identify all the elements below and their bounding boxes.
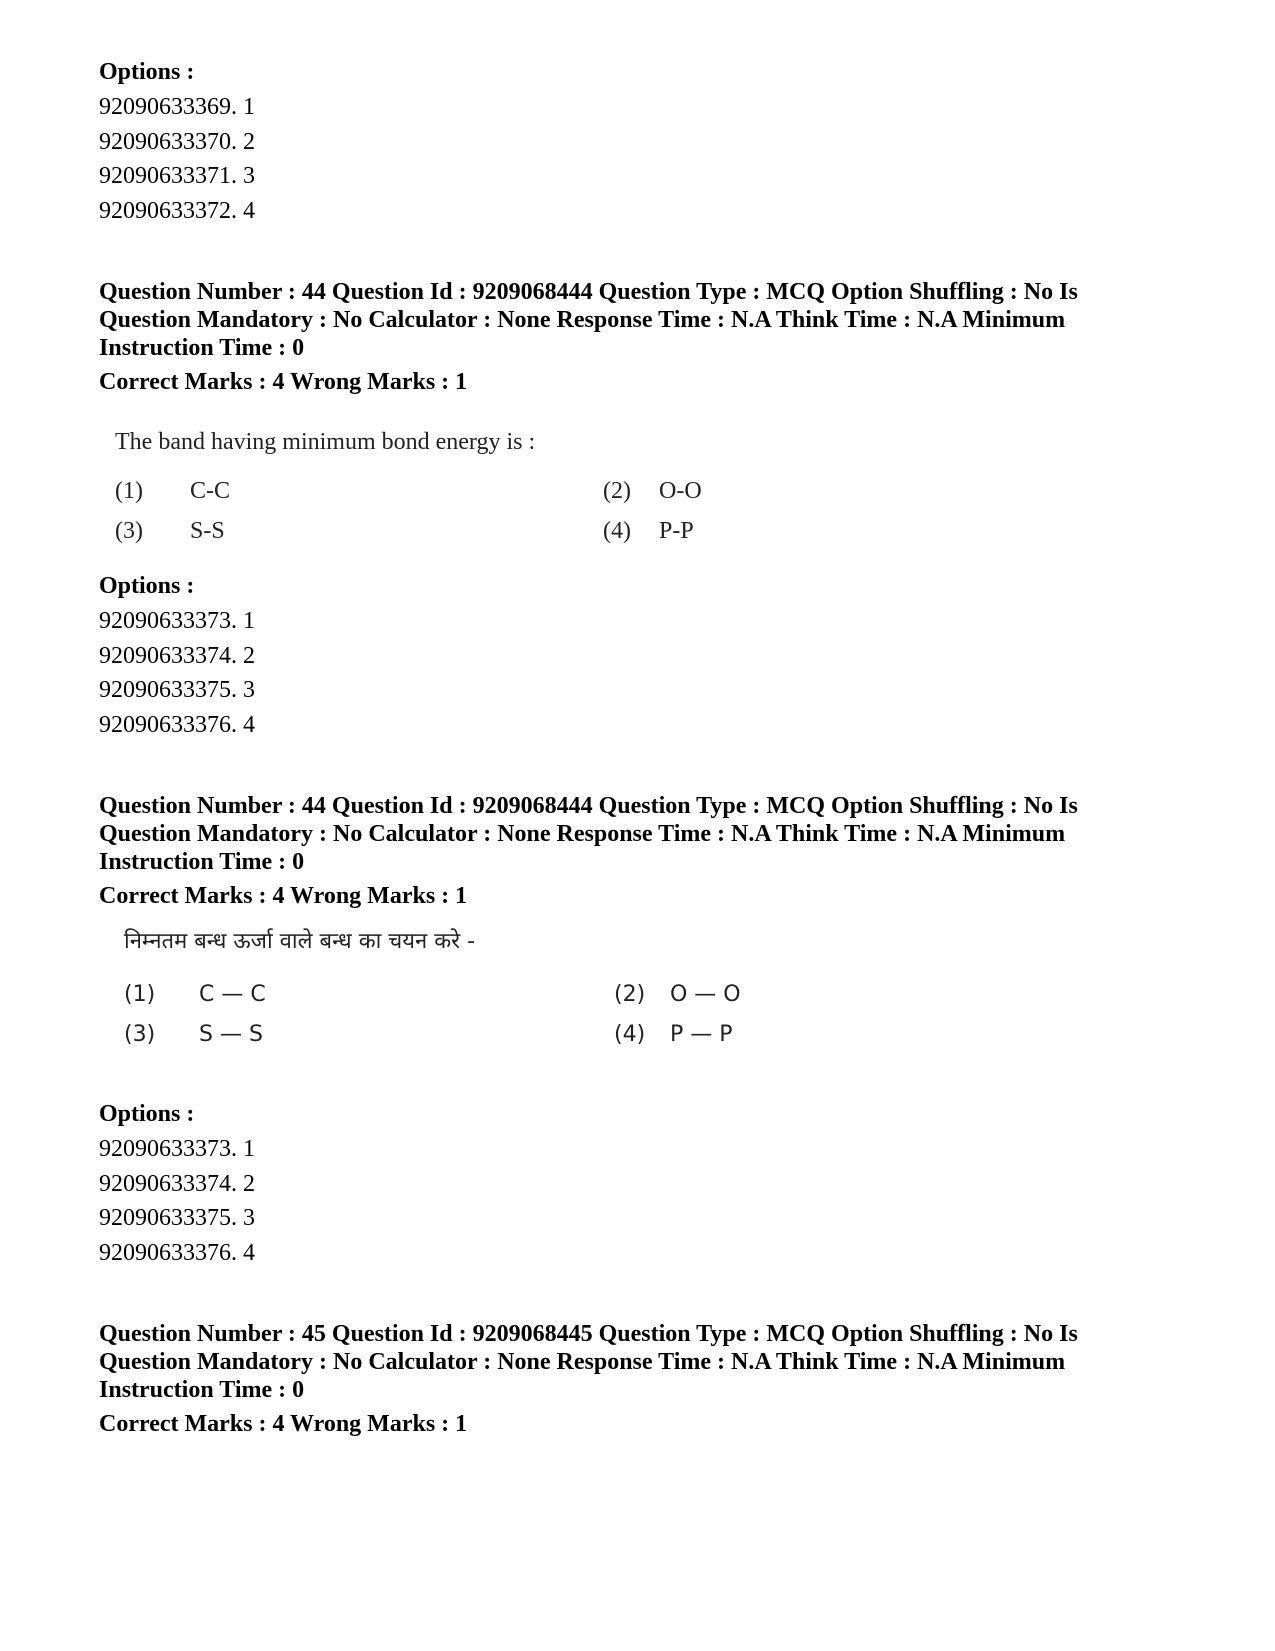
question-44-en-body [115, 428, 815, 568]
question-meta: Question Number : 44 Question Id : 9209068444 Question Type : MCQ Option Shuffling : No Is Question Mandatory : No Calculator : None Response Time : N.A Think Time : N.A Minimum Instruction Time : 0 [99, 793, 1078, 875]
choice-text: C-C [190, 478, 231, 504]
choice-2 [614, 982, 741, 1007]
choice-3 [115, 518, 225, 545]
option-item: 92090633376. 4 [99, 711, 255, 738]
option-item: 92090633371. 3 [99, 163, 255, 189]
question-45-header [99, 1320, 1139, 1438]
question-marks: Correct Marks : 4 Wrong Marks : 1 [99, 883, 468, 909]
choice-grid [124, 982, 824, 1072]
option-item: 92090633375. 3 [99, 1205, 255, 1231]
choice-text: O — O [670, 982, 741, 1007]
option-item: 92090633374. 2 [99, 642, 255, 669]
choice-number: (4) [614, 1022, 646, 1047]
choice-text: P-P [659, 518, 694, 544]
question-44-hi-header [99, 792, 1139, 910]
options-label: Options : [99, 59, 195, 85]
question-stem: निम्नतम बन्ध ऊर्जा वाले बन्ध का चयन करे - [124, 929, 476, 954]
choice-text: C — C [199, 982, 266, 1007]
choice-number: (4) [603, 518, 631, 544]
option-item: 92090633369. 1 [99, 94, 255, 120]
options-label: Options : [99, 1101, 195, 1127]
question-44-en-header [99, 278, 1139, 396]
choice-text: S — S [199, 1022, 263, 1047]
question-meta: Question Number : 44 Question Id : 9209068444 Question Type : MCQ Option Shuffling : No Is Question Mandatory : No Calculator : None Response Time : N.A Think Time : N.A Minimum Instruction Time : 0 [99, 279, 1078, 361]
question-meta: Question Number : 45 Question Id : 9209068445 Question Type : MCQ Option Shuffling : No Is Question Mandatory : No Calculator : None Response Time : N.A Think Time : N.A Minimum Instruction Time : 0 [99, 1321, 1078, 1403]
choice-text: P — P [670, 1022, 733, 1047]
option-item: 92090633370. 2 [99, 128, 255, 155]
choice-number: (2) [603, 478, 631, 504]
choice-number: (3) [124, 1022, 156, 1047]
option-item: 92090633372. 4 [99, 197, 255, 224]
option-item: 92090633373. 1 [99, 1136, 255, 1162]
question-44-hi-body [124, 928, 824, 1072]
choice-3 [124, 1022, 263, 1047]
choice-1 [124, 982, 266, 1007]
question-stem: The band having minimum bond energy is : [115, 429, 536, 455]
choice-2 [603, 478, 702, 505]
choice-number: (1) [124, 982, 156, 1007]
choice-4 [603, 518, 694, 545]
option-item: 92090633375. 3 [99, 677, 255, 703]
option-item: 92090633373. 1 [99, 608, 255, 634]
choice-text: O-O [659, 478, 702, 504]
question-marks: Correct Marks : 4 Wrong Marks : 1 [99, 369, 468, 395]
choice-text: S-S [190, 518, 225, 544]
options-block-1 [99, 58, 1139, 228]
option-item: 92090633374. 2 [99, 1170, 255, 1197]
choice-number: (2) [614, 982, 646, 1007]
choice-number: (3) [115, 518, 143, 544]
option-item: 92090633376. 4 [99, 1239, 255, 1266]
question-marks: Correct Marks : 4 Wrong Marks : 1 [99, 1411, 468, 1437]
options-block-3 [99, 1100, 1139, 1270]
choice-4 [614, 1022, 733, 1047]
options-label: Options : [99, 573, 195, 599]
options-block-2 [99, 572, 1139, 742]
choice-1 [115, 478, 230, 505]
choice-number: (1) [115, 478, 143, 504]
choice-grid [115, 478, 815, 568]
